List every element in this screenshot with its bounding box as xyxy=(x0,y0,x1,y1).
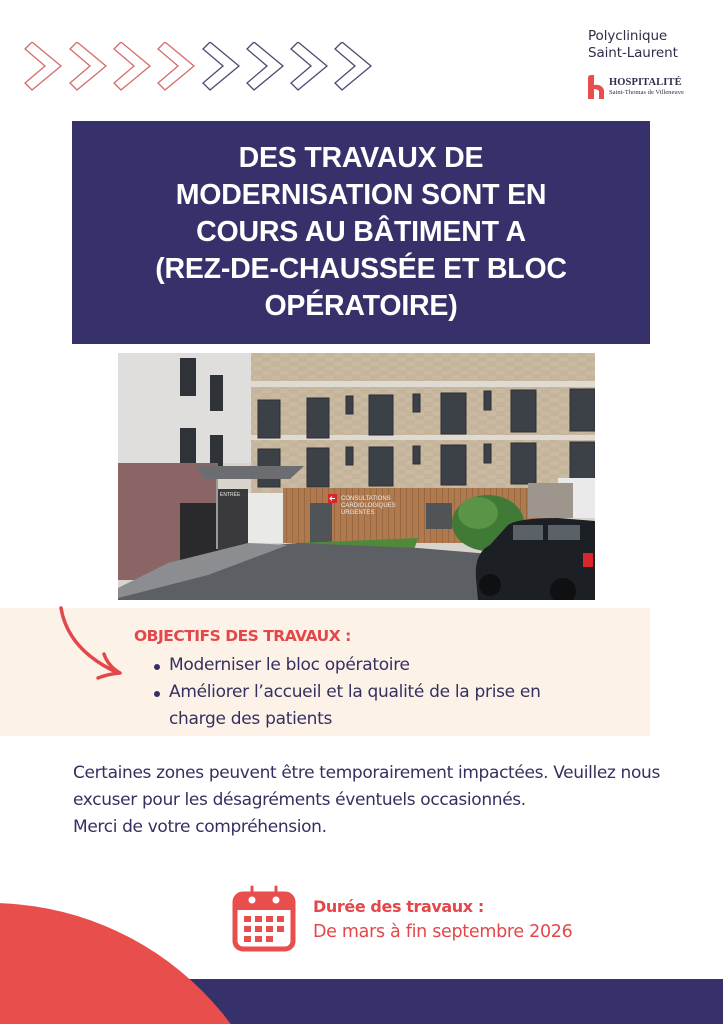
list-item: Moderniser le bloc opératoire xyxy=(152,652,592,679)
chevron-right-icon xyxy=(291,42,327,90)
curved-arrow-icon xyxy=(58,600,128,680)
building-photo xyxy=(118,353,595,600)
chevron-right-icon xyxy=(25,42,61,90)
clinic-name-line2: Saint-Laurent xyxy=(588,45,678,61)
chevron-right-icon xyxy=(158,42,194,90)
chevron-decoration xyxy=(24,42,376,102)
svg-text:CONSULTATIONS: CONSULTATIONS xyxy=(341,496,391,502)
message-paragraph: Certaines zones peuvent être temporairement impactées. Veuillez nous excuser pour les désagréments éventuels occasionnés. xyxy=(73,763,660,810)
hospitalite-logo xyxy=(588,75,718,99)
duration-label: Durée des travaux : xyxy=(313,897,484,916)
svg-text:URGENTES: URGENTES xyxy=(341,510,375,516)
group-subtitle: Saint-Thomas de Villeneuve xyxy=(609,89,684,96)
title-line: (REZ-DE-CHAUSSÉE ET BLOC xyxy=(155,253,567,285)
group-name: HOSPITALITÉ xyxy=(609,77,682,88)
clinic-name-line1: Polyclinique xyxy=(588,28,668,44)
chevron-right-icon xyxy=(203,42,239,90)
chevron-right-icon xyxy=(247,42,283,90)
title-line: OPÉRATOIRE) xyxy=(264,290,458,322)
title-line: DES TRAVAUX DE xyxy=(238,142,484,174)
hospitalite-h-mark-icon xyxy=(588,75,604,99)
title-line: COURS AU BÂTIMENT A xyxy=(196,216,526,248)
list-item: Améliorer l’accueil et la qualité de la prise en charge des patients xyxy=(152,679,592,733)
page-title xyxy=(155,140,567,325)
apology-message xyxy=(73,760,663,841)
svg-text:CARDIOLOGIQUES: CARDIOLOGIQUES xyxy=(341,503,396,509)
duration-value: De mars à fin septembre 2026 xyxy=(313,922,573,942)
title-banner xyxy=(72,121,650,344)
chevron-right-icon xyxy=(335,42,371,90)
objectives-title: OBJECTIFS DES TRAVAUX : xyxy=(134,627,351,645)
title-line: MODERNISATION SONT EN xyxy=(175,179,547,211)
svg-text:ENTRÉE: ENTRÉE xyxy=(220,492,241,498)
brand-logo-block xyxy=(588,28,718,99)
duration-block xyxy=(232,884,572,952)
thanks-line: Merci de votre compréhension. xyxy=(73,817,327,837)
objectives-list xyxy=(152,652,592,733)
chevron-right-icon xyxy=(114,42,150,90)
chevron-right-icon xyxy=(70,42,106,90)
calendar-icon xyxy=(232,884,296,952)
